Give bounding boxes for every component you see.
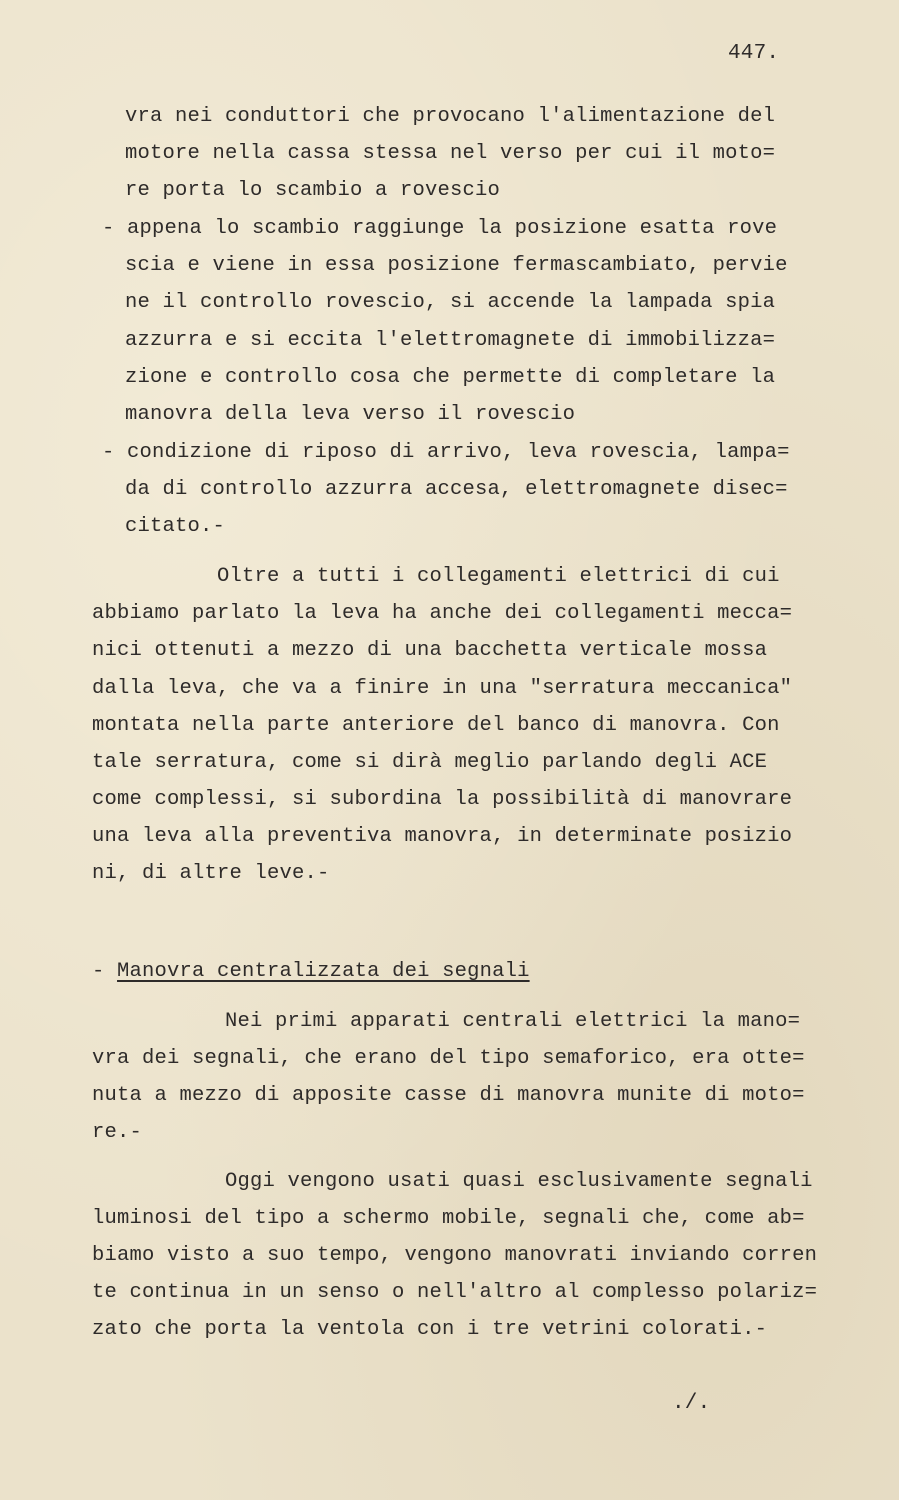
bullet-line: - condizione di riposo di arrivo, leva rovescia, lampa= <box>102 441 790 464</box>
text-line: dalla leva, che va a finire in una "serratura meccanica" <box>92 677 793 700</box>
continuation-mark: ./. <box>672 1392 711 1415</box>
text-line: luminosi del tipo a schermo mobile, segnali che, come ab= <box>92 1207 805 1230</box>
text-line: re porta lo scambio a rovescio <box>125 179 501 202</box>
heading-title: Manovra centralizzata dei segnali <box>117 960 530 983</box>
text-line: azzurra e si eccita l'elettromagnete di immobilizza= <box>125 329 776 352</box>
text-line: tale serratura, come si dirà meglio parlando degli ACE <box>92 751 768 774</box>
bullet-line: - appena lo scambio raggiunge la posizione esatta rove <box>102 217 778 240</box>
text-line: re.- <box>92 1121 143 1144</box>
page-number: 447. <box>728 42 780 65</box>
text-line: montata nella parte anteriore del banco di manovra. Con <box>92 714 780 737</box>
text-line: una leva alla preventiva manovra, in determinate posizio <box>92 825 793 848</box>
text-line: zato che porta la ventola con i tre vetrini colorati.- <box>92 1318 768 1341</box>
text-line: biamo visto a suo tempo, vengono manovrati inviando corren <box>92 1244 818 1267</box>
text-line: ni, di altre leve.- <box>92 862 330 885</box>
text-line: zione e controllo cosa che permette di completare la <box>125 366 776 389</box>
text-line: te continua in un senso o nell'altro al complesso polariz= <box>92 1281 818 1304</box>
paragraph-first-line: Nei primi apparati centrali elettrici la mano= <box>225 1010 801 1033</box>
text-line: come complessi, si subordina la possibilità di manovrare <box>92 788 793 811</box>
heading-dash: - <box>92 960 105 983</box>
paragraph-first-line: Oltre a tutti i collegamenti elettrici di cui <box>217 565 780 588</box>
text-line: abbiamo parlato la leva ha anche dei collegamenti mecca= <box>92 602 793 625</box>
text-line: vra dei segnali, che erano del tipo semaforico, era otte= <box>92 1047 805 1070</box>
text-line: vra nei conduttori che provocano l'alimentazione del <box>125 105 776 128</box>
paragraph-first-line: Oggi vengono usati quasi esclusivamente segnali <box>225 1170 813 1193</box>
text-line: nici ottenuti a mezzo di una bacchetta verticale mossa <box>92 639 768 662</box>
text-line: ne il controllo rovescio, si accende la lampada spia <box>125 291 776 314</box>
section-heading <box>92 962 530 983</box>
text-line: scia e viene in essa posizione fermascambiato, pervie <box>125 254 788 277</box>
text-line: motore nella cassa stessa nel verso per cui il moto= <box>125 142 776 165</box>
text-line: da di controllo azzurra accesa, elettromagnete disec= <box>125 478 788 501</box>
text-line: nuta a mezzo di apposite casse di manovra munite di moto= <box>92 1084 805 1107</box>
text-line: manovra della leva verso il rovescio <box>125 403 576 426</box>
text-line: citato.- <box>125 515 226 538</box>
